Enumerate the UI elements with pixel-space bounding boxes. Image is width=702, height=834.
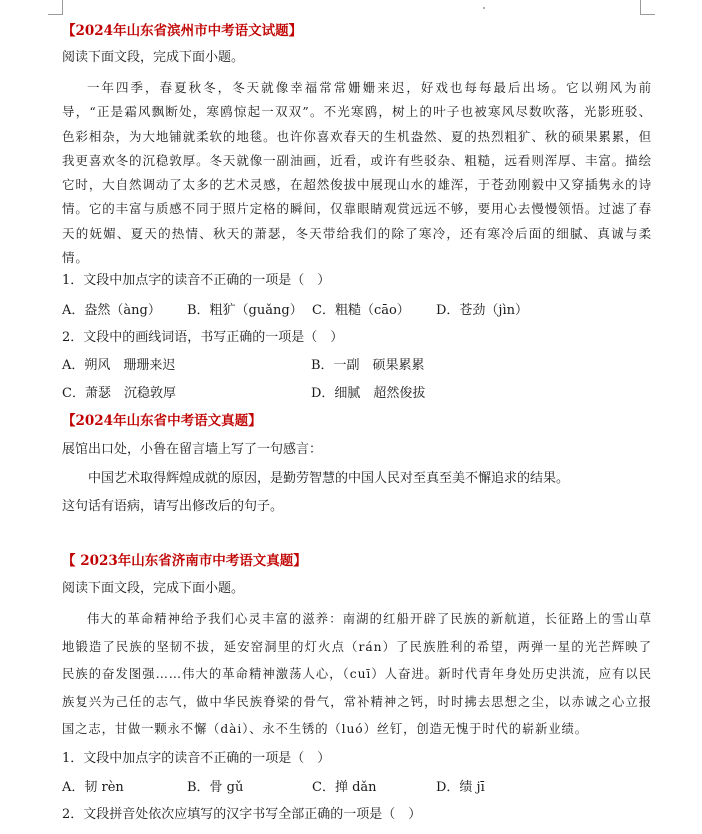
instruction: 阅读下面文段，完成下面小题。 [62, 50, 245, 65]
section-heading: 【2024年山东省滨州市中考语文试题】 [62, 23, 303, 39]
option-c: C．粗糙（cāo） [312, 303, 410, 318]
option-c: C．掸 dǎn [312, 780, 377, 795]
option-a: A．韧 rèn [62, 780, 124, 795]
passage: 伟大的革命精神给予我们心灵丰富的滋养：南湖的红船开辟了民族的新航道，长征路上的雪山草地锻造了民族的坚韧不拔，延安窑洞里的灯火点（rán）了民族胜利的希望，两弹一星的光芒辉映了民族的奋发图强……伟大的革命精神激荡人心，（cuī）人奋进。新时代青年身处历史洪流，应有以民族复兴为己任的志气，做中华民族脊梁的骨气，常补精神之钙，时时拂去思想之尘，以赤诚之心立报国之志，甘做一颗永不懈（dài）、永不生锈的（luó）丝钉，创造无愧于时代的崭新业绩。 [62, 612, 652, 736]
page-corner-mark [48, 0, 63, 15]
section-heading: 【 2023年山东省济南市中考语文真题】 [62, 553, 307, 569]
question: 1．文段中加点字的读音不正确的一项是（ ） [62, 751, 331, 766]
passage: 一年四季，春夏秋冬，冬天就像幸福常常姗姗来迟，好戏也每每最后出场。它以朔风为前导，“正是霜风飘断处，寒鸥惊起一双双”。不光寒鸥，树上的叶子也被寒风尽数吹落，光影班驳、色彩相杂，为大地铺就柔软的地毯。也许你喜欢春天的生机盎然、夏的热烈粗犷、秋的硕果累累，但我更喜欢冬的沉稳敦厚。冬天就像一副油画，近看，或许有些驳杂、粗糙，远看则浑厚、丰富。描绘它时，大自然调动了太多的艺术灵感，在超然俊拔中展现山水的雄浑，于苍劲刚毅中又穿插隽永的诗情。它的丰富与质感不同于照片定格的瞬间，仅靠眼睛观赏远远不够，要用心去慢慢领悟。过滤了春天的妩媚、夏天的热情、秋天的萧瑟，冬天带给我们的除了寒冷，还有寒冷后面的细腻、真诚与柔情。 [62, 80, 652, 266]
option-d: D．绩 jī [436, 780, 485, 795]
option-a: A．朔风 珊珊来迟 [62, 358, 176, 373]
page-corner-mark [640, 0, 655, 15]
intro-text: 展馆出口处，小鲁在留言墙上写了一句感言： [62, 442, 323, 457]
option-b: B．粗犷（guǎng） [187, 303, 303, 318]
option-a: A．盎然（àng） [62, 303, 161, 318]
option-d: D．苍劲（jìn） [436, 303, 528, 318]
option-b: B．骨 gǔ [187, 780, 244, 795]
question: 这句话有语病，请写出修改后的句子。 [62, 499, 284, 514]
question: 2．文段拼音处依次应填写的汉字书写全部正确的一项是（ ） [62, 807, 422, 822]
section-heading: 【2024年山东省中考语文真题】 [62, 413, 262, 429]
instruction: 阅读下面文段，完成下面小题。 [62, 581, 245, 596]
page-dot [483, 7, 485, 9]
question: 1．文段中加点字的读音不正确的一项是（ ） [62, 273, 331, 288]
option-c: C．萧瑟 沉稳敦厚 [62, 386, 176, 401]
option-d: D．细腻 超然俊拔 [311, 386, 426, 401]
question: 2．文段中的画线词语，书写正确的一项是（ ） [62, 330, 344, 345]
option-b: B．一副 硕果累累 [311, 358, 425, 373]
quoted-sentence: 中国艺术取得辉煌成就的原因，是勤劳智慧的中国人民对至真至美不懈追求的结果。 [88, 471, 570, 486]
